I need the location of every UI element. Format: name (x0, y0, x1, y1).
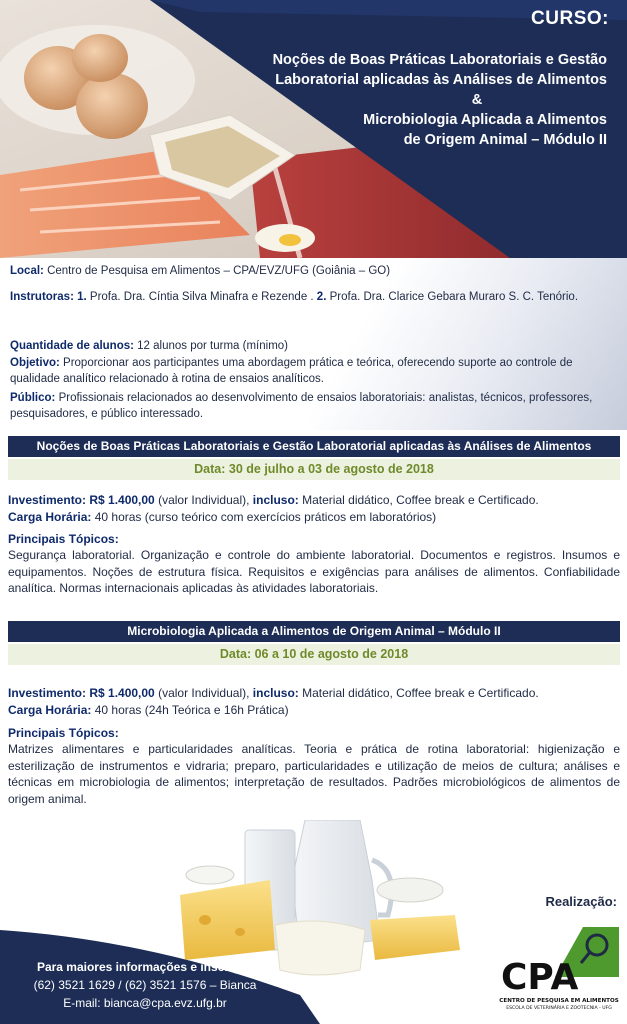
instrutora-2: Profa. Dra. Clarice Gebara Muraro S. C. Tenório. (326, 291, 579, 303)
objetivo-value: Proporcionar aos participantes uma abordagem prática e teórica, oferecendo suporte ao controle de qualidade analítico relacionado à rotina de ensaios analíticos. (10, 357, 573, 385)
instrutora-2-number: 2. (313, 291, 327, 303)
course1-title-line2: Laboratorial aplicadas às Análises de Alimentos (275, 72, 607, 88)
section1-investimento-label: Investimento: R$ 1.400,00 (8, 493, 155, 507)
section1-carga (8, 509, 620, 526)
section2-topicos-text: Matrizes alimentares e particularidades analíticas. Teoria e prática de rotina laboratorial: higienização e esterilização de instrumentos e vidraria; preparo, particularidades e utilização de meios de cultura; análises e técnicas em microbiologia de alimentos; interpretação de resultados. Padrões microbiológicos de alimentos de origem animal. (8, 742, 620, 806)
contact-title: Para maiores informações e inscrição (36, 960, 254, 974)
instrutora-1: Profa. Dra. Cíntia Silva Minafra e Rezende . (86, 291, 314, 303)
instrutoras-line (10, 290, 616, 306)
section2-investimento-label: Investimento: R$ 1.400,00 (8, 686, 155, 700)
publico-value: Profissionais relacionados ao desenvolvimento de ensaios laboratoriais: analistas, técnicos, professores, pesquisadores, e público interessado. (10, 392, 593, 420)
course-titles (177, 50, 607, 150)
section1-topicos-text: Segurança laboratorial. Organização e controle do ambiente laboratorial. Documentos e registros. Insumos e equipamentos. Noções de estrutura física. Requisitos e exigências para análises de alimentos. Confiabilidade analítica. Normas internacionais aplicadas às atividades laboratoriais. (8, 548, 620, 595)
course2-title-line1: Microbiologia Aplicada a Alimentos (363, 112, 607, 128)
section2-carga-label: Carga Horária: (8, 703, 92, 717)
section1-incluso-label: incluso: (252, 493, 299, 507)
instrutora-1-number: 1. (73, 291, 87, 303)
logo-subtitle-2: ESCOLA DE VETERINÁRIA E ZOOTECNIA - UFG (506, 1006, 612, 1011)
objetivo-label: Objetivo: (10, 357, 60, 369)
quantidade-label: Quantidade de alunos: (10, 340, 134, 352)
section1-investimento (8, 492, 620, 509)
section2-incluso-label: incluso: (252, 686, 299, 700)
section2-topicos-heading (8, 725, 620, 742)
logo-text: CPA (501, 957, 579, 998)
section1-topicos-heading (8, 531, 620, 548)
quantidade-value: 12 alunos por turma (mínimo) (133, 340, 289, 352)
contact-email[interactable]: E-mail: bianca@cpa.evz.ufg.br (63, 996, 227, 1010)
header-banner (0, 0, 627, 258)
logo-subtitle-1: CENTRO DE PESQUISA EM ALIMENTOS (499, 998, 619, 1004)
course2-title-line2: de Origem Animal – Módulo II (403, 132, 607, 148)
local-value: Centro de Pesquisa em Alimentos – CPA/EVZ/UFG (Goiânia – GO) (43, 265, 391, 277)
section2-carga (8, 702, 620, 719)
footer (0, 820, 627, 1024)
contact-info (0, 958, 290, 1012)
section2-topicos-label: Principais Tópicos: (8, 726, 119, 740)
local-line (10, 264, 616, 280)
section2-investimento-note: (valor Individual), (154, 686, 253, 700)
section2-carga-value: 40 horas (24h Teórica e 16h Prática) (91, 703, 289, 717)
publico-line (10, 391, 616, 422)
section1-incluso-value: Material didático, Coffee break e Certificado. (298, 493, 539, 507)
objetivo-line (10, 356, 616, 387)
local-label: Local: (10, 265, 44, 277)
ampersand: & (471, 92, 483, 108)
instrutoras-label: Instrutoras: (10, 291, 74, 303)
cpa-logo (497, 923, 621, 1015)
section2-date: Data: 06 a 10 de agosto de 2018 (8, 644, 620, 665)
general-info (0, 258, 627, 430)
section2-title-bar: Microbiologia Aplicada a Alimentos de Origem Animal – Módulo II (8, 621, 620, 642)
section2-investimento (8, 685, 620, 702)
section1-investimento-note: (valor Individual), (154, 493, 253, 507)
section1-carga-label: Carga Horária: (8, 510, 92, 524)
publico-label: Público: (10, 392, 56, 404)
section1-topicos-label: Principais Tópicos: (8, 532, 119, 546)
section1-carga-value: 40 horas (curso teórico com exercícios práticos em laboratórios) (91, 510, 437, 524)
section1-title-bar: Noções de Boas Práticas Laboratoriais e Gestão Laboratorial aplicadas às Análises de Alimentos (8, 436, 620, 457)
course1-title-line1: Noções de Boas Práticas Laboratoriais e Gestão (272, 52, 607, 68)
course-label: CURSO: (531, 8, 609, 29)
realizacao-label: Realização: (545, 894, 617, 909)
quantidade-line (10, 339, 616, 355)
contact-phones: (62) 3521 1629 / (62) 3521 1576 – Bianca (33, 978, 257, 992)
section1-date: Data: 30 de julho a 03 de agosto de 2018 (8, 459, 620, 480)
section2-incluso-value: Material didático, Coffee break e Certificado. (298, 686, 539, 700)
